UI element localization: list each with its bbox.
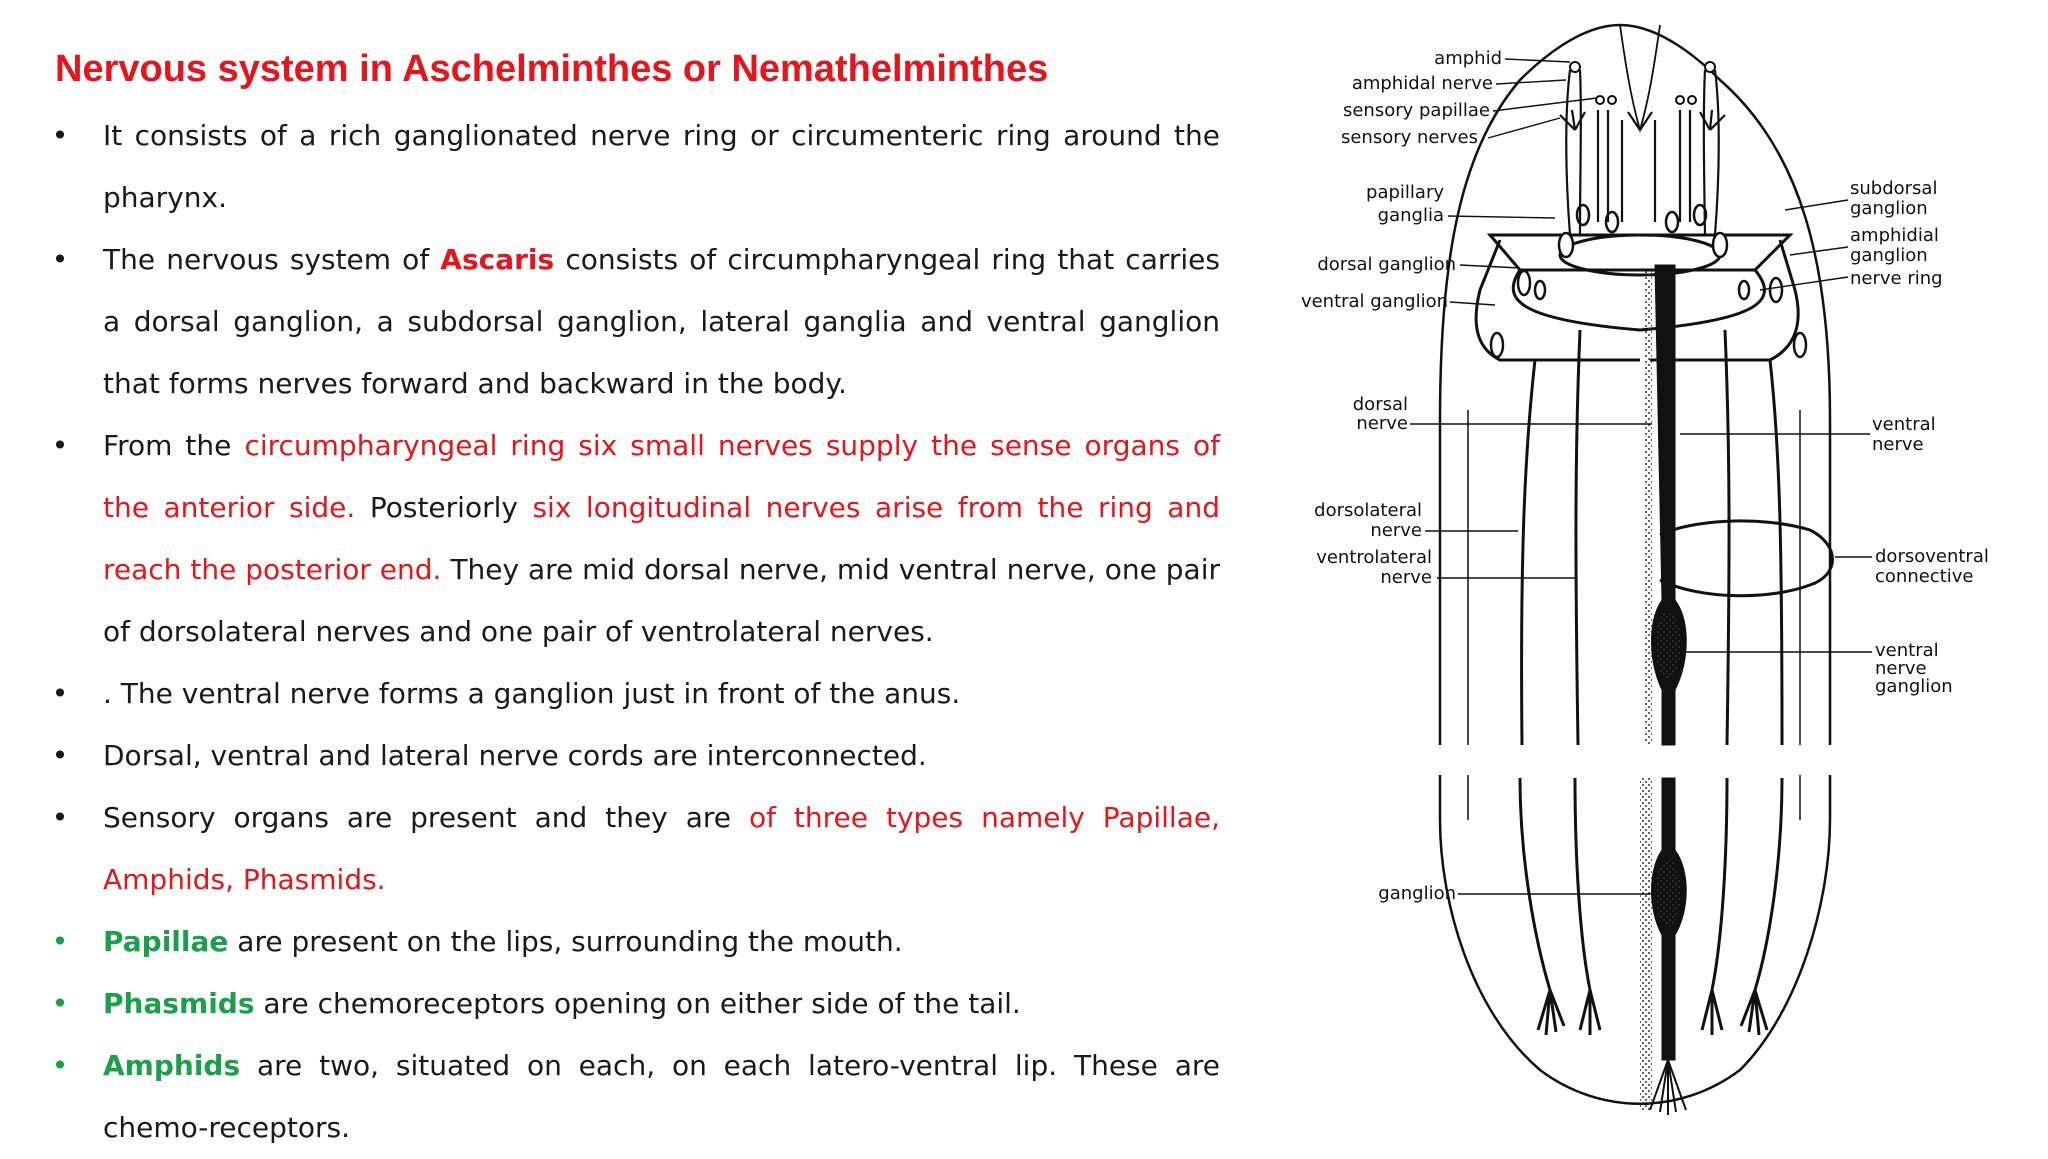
sensory-papillae [1570,62,1715,104]
dorsoventral-connective [1660,521,1833,596]
bullet-marker: • [51,119,69,152]
bullet-text-segment: Posteriorly [355,491,533,524]
bullet-text-segment: of three types namely Papillae, Amphids, Phasmids. [103,801,1220,896]
label-ganglion: ganglion [1378,883,1456,904]
bullet-item [50,911,1220,973]
label-papillary-ganglia-1: papillary [1366,182,1444,203]
label-subdorsal-ganglion-2: ganglion [1850,198,1928,219]
bullet-marker: • [51,429,69,462]
bullet-item [50,663,1220,725]
label-ventral-ganglion: ventral ganglion [1300,291,1448,312]
bullet-text-segment: Ascaris [440,243,555,276]
bullet-marker: • [51,925,69,958]
ventral-nerve-cord [1650,265,1686,1115]
bullet-text-segment: consists of circumpharyngeal ring that carries a dorsal ganglion, a subdorsal ganglion, lateral ganglia and ventral ganglion that forms nerves forward and backward in the body. [103,243,1220,400]
ascaris-nervous-system-diagram [1285,15,2025,1145]
bullet-item [50,973,1220,1035]
bullet-text-segment: are two, situated on each, on each latero-ventral lip. These are chemo-receptors. [103,1049,1220,1144]
label-nerve-ring: nerve ring [1850,268,1943,289]
bullet-text-segment: Phasmids [103,987,255,1020]
label-amphid: amphid [1434,48,1502,69]
label-subdorsal-ganglion-1: subdorsal [1850,178,1938,199]
label-dorsal-nerve-1: dorsal [1352,394,1408,415]
bullet-marker: • [51,243,69,276]
bullet-text-segment: are present on the lips, surrounding the mouth. [228,925,903,958]
label-ventral-nerve-ganglion-1: ventral [1875,640,1939,661]
label-dorsolateral-nerve-2: nerve [1370,520,1422,541]
bullet-text-segment: From the [103,429,245,462]
label-amphidal-nerve: amphidal nerve [1351,73,1493,94]
bullet-item [50,787,1220,911]
label-sensory-nerves: sensory nerves [1340,127,1478,148]
label-amphidial-ganglion-2: ganglion [1850,245,1928,266]
label-dorsoventral-connective-1: dorsoventral [1875,546,1989,567]
label-sensory-papillae: sensory papillae [1342,100,1490,121]
bullet-marker: • [51,739,69,772]
label-amphidial-ganglion-1: amphidial [1850,225,1939,246]
bullet-text-segment: Sensory organs are present and they are [103,801,749,834]
bullet-text-segment: six longitudinal nerves arise from the ring and reach the posterior end. [103,491,1220,586]
label-ventrolateral-nerve-2: nerve [1380,567,1432,588]
body-outline [1440,25,1830,1104]
bullet-text-segment: Papillae [103,925,229,958]
nerve-ring [1476,235,1798,360]
bullet-marker: • [51,801,69,834]
label-dorsolateral-nerve-1: dorsolateral [1314,500,1422,521]
bullet-item [50,1035,1220,1159]
label-ventral-nerve-2: nerve [1872,434,1924,455]
label-ventral-nerve-ganglion-2: nerve [1875,658,1927,679]
bullet-text-segment: They are mid dorsal nerve, mid ventral nerve, one pair of dorsolateral nerves and one pair of ventrolateral nerves. [103,553,1220,648]
leader-lines [1410,59,1872,894]
bullet-marker: • [51,987,69,1020]
bullet-list [50,105,1220,1159]
label-dorsoventral-connective-2: connective [1875,566,1974,587]
bullet-marker: • [51,677,69,710]
label-ventrolateral-nerve-1: ventrolateral [1316,547,1432,568]
bullet-item [50,415,1220,663]
bullet-text-segment: circumpharyngeal ring six small nerves supply the sense organs of the anterior side. [103,429,1220,524]
diagram-labels [1301,48,1989,904]
label-dorsal-ganglion: dorsal ganglion [1317,254,1456,275]
bullet-item [50,105,1220,229]
bullet-text-segment: Dorsal, ventral and lateral nerve cords are interconnected. [103,739,927,772]
bullet-marker: • [51,1049,69,1082]
bullet-text-segment: It consists of a rich ganglionated nerve ring or circumenteric ring around the pharynx. [103,119,1220,214]
bullet-text-segment: . The ventral nerve forms a ganglion just in front of the anus. [103,677,961,710]
bullet-item [50,725,1220,787]
bullet-text-segment: Amphids [103,1049,241,1082]
bullet-item [50,229,1220,415]
slide-title: Nervous system in Aschelminthes or Nemathelminthes [55,48,1049,90]
label-papillary-ganglia-2: ganglia [1377,205,1444,226]
label-ventral-nerve-ganglion-3: ganglion [1875,676,1953,697]
bullet-text-segment: are chemoreceptors opening on either side of the tail. [254,987,1021,1020]
dorsal-nerve-cord [1640,270,1652,1110]
bullet-text-segment: The nervous system of [103,243,441,276]
label-dorsal-nerve-2: nerve [1356,413,1408,434]
label-ventral-nerve-1: ventral [1872,414,1936,435]
